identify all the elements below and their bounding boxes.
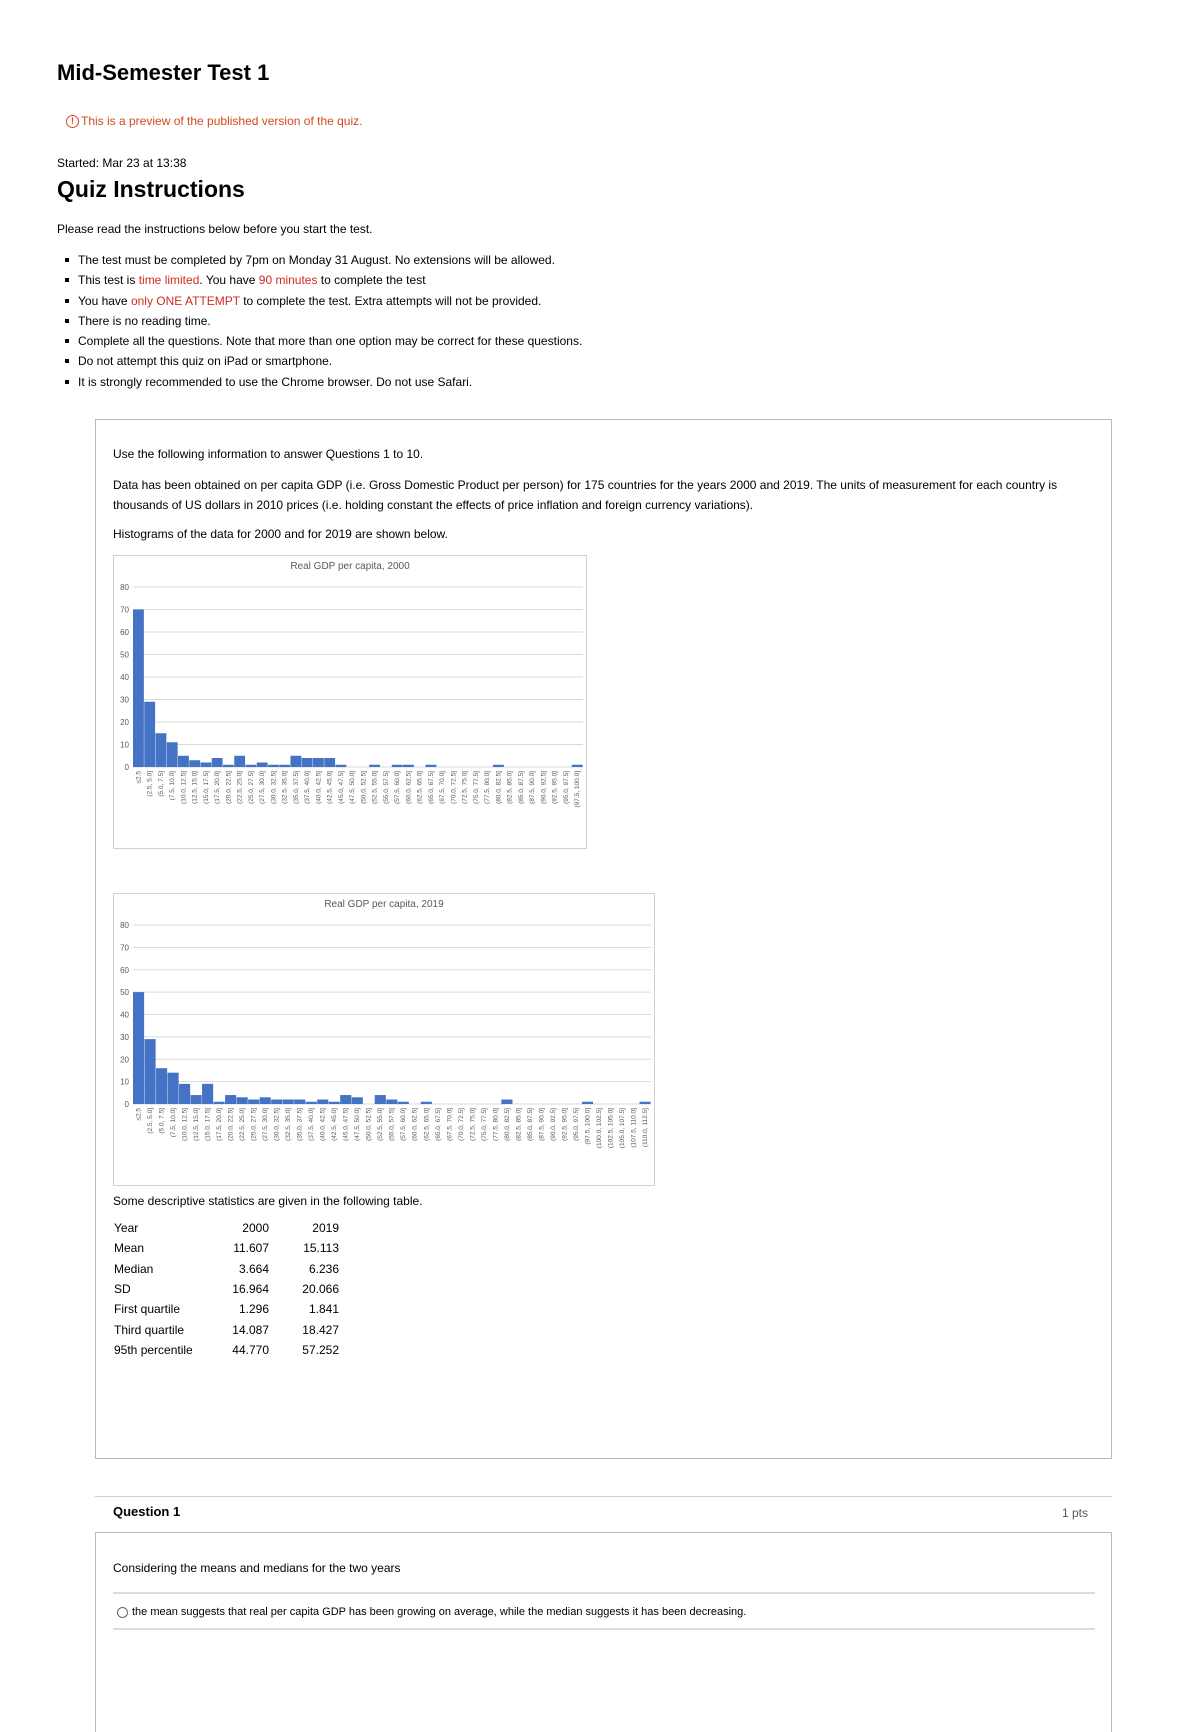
histogram-2000 <box>113 555 587 849</box>
instruction-item: Do not attempt this quiz on iPad or smartphone. <box>63 351 582 371</box>
preview-notice <box>66 114 362 128</box>
table-cell: 1.841 <box>308 1302 339 1317</box>
x-tick-label: (82.5, 85.0] <box>506 771 514 804</box>
y-tick-label: 50 <box>120 988 129 998</box>
chart-title: Real GDP per capita, 2019 <box>324 899 444 910</box>
x-tick-label: (35.0, 37.5] <box>292 771 300 804</box>
x-tick-label: (52.5, 55.0] <box>371 771 379 804</box>
x-tick-label: (12.5, 15.0] <box>193 1108 201 1141</box>
option-divider <box>113 1628 1095 1630</box>
histogram-bar <box>279 765 290 767</box>
x-tick-label: (50.0, 52.5] <box>360 771 368 804</box>
histogram-bar <box>214 1102 225 1104</box>
x-tick-label: (7.5, 10.0] <box>170 1108 178 1138</box>
preview-notice-text: This is a preview of the published version of the quiz. <box>81 114 363 128</box>
histogram-bar <box>324 758 335 767</box>
histogram-bar <box>403 765 414 767</box>
x-tick-label: (90.0, 92.5] <box>540 771 548 804</box>
histogram-bar <box>313 758 324 767</box>
table-cell: Third quartile <box>114 1322 185 1337</box>
x-tick-label: (47.5, 50.0] <box>349 771 357 804</box>
table-row <box>110 1319 343 1339</box>
x-tick-label: (75.0, 77.5] <box>480 1108 488 1141</box>
x-tick-label: (60.0, 62.5] <box>405 771 413 804</box>
table-cell: SD <box>114 1282 131 1297</box>
y-tick-label: 30 <box>120 1032 129 1042</box>
x-tick-label: (20.0, 22.5] <box>227 1108 235 1141</box>
instruction-item: There is no reading time. <box>63 311 582 331</box>
table-cell: 16.964 <box>232 1282 269 1297</box>
histogram-bar <box>283 1100 294 1104</box>
x-tick-label: ≤2.5 <box>135 771 143 784</box>
histogram-bar <box>145 1039 156 1104</box>
histogram-bar <box>234 756 245 767</box>
option-divider <box>113 1592 1095 1594</box>
x-tick-label: (12.5, 15.0] <box>191 771 199 804</box>
table-row <box>110 1259 343 1279</box>
histogram-bar <box>179 1084 190 1104</box>
table-cell: 15.113 <box>303 1241 339 1256</box>
x-tick-label: (30.0, 32.5] <box>270 771 278 804</box>
x-tick-label: (40.0, 42.5] <box>315 771 323 804</box>
x-tick-label: (110.0, 112.5] <box>641 1108 649 1148</box>
x-tick-label: (55.0, 57.5] <box>388 1108 396 1141</box>
x-tick-label: (100.0, 102.5] <box>595 1108 603 1149</box>
x-tick-label: (70.0, 72.5] <box>457 1108 465 1141</box>
histogram-bar <box>168 1073 179 1104</box>
histogram-2000-svg <box>113 555 587 849</box>
y-tick-label: 50 <box>120 650 129 660</box>
x-tick-label: (72.5, 75.0] <box>469 1108 477 1141</box>
x-tick-label: (60.0, 62.5] <box>411 1108 419 1141</box>
histogram-bar <box>248 1100 259 1104</box>
x-tick-label: (2.5, 5.0] <box>146 1108 154 1134</box>
x-tick-label: (42.5, 45.0] <box>331 1108 339 1141</box>
table-cell: 1.296 <box>238 1302 269 1317</box>
highlight-duration: 90 minutes <box>258 273 318 288</box>
x-tick-label: (75.0, 77.5] <box>472 771 480 804</box>
x-tick-label: (45.0, 47.5] <box>337 771 345 804</box>
x-tick-label: (77.5, 80.0] <box>492 1108 500 1141</box>
x-tick-label: (70.0, 72.5] <box>450 771 458 804</box>
highlight-time-limited: time limited <box>138 273 200 288</box>
x-tick-label: (45.0, 47.5] <box>342 1108 350 1141</box>
x-tick-label: (27.5, 30.0] <box>262 1108 270 1141</box>
x-tick-label: (92.5, 95.0] <box>551 771 559 804</box>
x-tick-label: (85.0, 87.5] <box>517 771 525 804</box>
y-tick-label: 60 <box>120 628 129 637</box>
histogram-bar <box>271 1100 282 1104</box>
histogram-2019-svg <box>113 893 655 1186</box>
x-tick-label: (27.5, 30.0] <box>259 771 267 804</box>
histogram-2019 <box>113 893 655 1186</box>
x-tick-label: (17.5, 20.0] <box>216 1108 224 1141</box>
x-tick-label: (37.5, 40.0] <box>308 1108 316 1141</box>
x-tick-label: (57.5, 60.0] <box>394 771 402 804</box>
x-tick-label: (32.5, 35.0] <box>281 771 289 804</box>
histogram-bar <box>375 1095 386 1104</box>
x-tick-label: (22.5, 25.0] <box>236 771 244 804</box>
histogram-bar <box>386 1100 397 1104</box>
chart-title: Real GDP per capita, 2000 <box>290 561 410 572</box>
x-tick-label: (32.5, 35.0] <box>285 1108 293 1141</box>
table-header-cell: 2019 <box>312 1221 339 1236</box>
x-tick-label: (22.5, 25.0] <box>239 1108 247 1141</box>
x-tick-label: (102.5, 105.0] <box>607 1108 615 1149</box>
histogram-bar <box>178 756 189 767</box>
histogram-bar <box>501 1100 512 1104</box>
x-tick-label: (87.5, 90.0] <box>538 1108 546 1141</box>
histogram-bar <box>212 758 223 767</box>
histogram-bar <box>426 765 437 767</box>
instruction-item: This test is time limited. You have 90 minutes to complete the test <box>63 270 582 290</box>
y-tick-label: 10 <box>120 740 129 750</box>
x-tick-label: (20.0, 22.5] <box>225 771 233 804</box>
table-cell: Mean <box>114 1241 145 1256</box>
y-tick-label: 40 <box>120 1010 129 1020</box>
x-tick-label: (62.5, 65.0] <box>423 1108 431 1141</box>
x-tick-label: (80.0, 82.5] <box>495 771 503 804</box>
x-tick-label: (37.5, 40.0] <box>304 771 312 804</box>
question-divider <box>95 1496 1112 1497</box>
radio-button[interactable] <box>117 1607 128 1618</box>
x-tick-label: (7.5, 10.0] <box>169 771 177 801</box>
histogram-bar <box>582 1102 593 1104</box>
instruction-item: The test must be completed by 7pm on Monday 31 August. No extensions will be allowed. <box>63 250 582 270</box>
table-cell: 20.066 <box>302 1282 339 1297</box>
x-tick-label: (80.0, 82.5] <box>503 1108 511 1141</box>
x-tick-label: (90.0, 92.5] <box>549 1108 557 1141</box>
table-cell: 95th percentile <box>114 1342 193 1357</box>
histogram-bar <box>294 1100 305 1104</box>
x-tick-label: (10.0, 12.5] <box>180 771 188 804</box>
histogram-bar <box>189 760 200 767</box>
histogram-bar <box>223 765 234 767</box>
y-tick-label: 0 <box>124 763 129 772</box>
histogram-bar <box>291 756 302 767</box>
x-tick-label: (97.5, 100.0] <box>584 1108 592 1145</box>
instructions-list <box>63 250 582 392</box>
quiz-instructions-heading: Quiz Instructions <box>57 176 245 202</box>
x-tick-label: (95.0, 97.5] <box>562 771 570 804</box>
instruction-item: It is strongly recommended to use the Chrome browser. Do not use Safari. <box>63 372 582 392</box>
y-tick-label: 30 <box>120 695 129 705</box>
instructions-intro: Please read the instructions below before you start the test. <box>57 222 373 236</box>
x-tick-label: (15.0, 17.5] <box>204 1108 212 1141</box>
histogram-bar <box>369 765 380 767</box>
histogram-bar <box>340 1095 351 1104</box>
question-title: Question 1 <box>113 1504 181 1519</box>
table-row <box>110 1279 343 1299</box>
started-timestamp: Started: Mar 23 at 13:38 <box>57 156 187 170</box>
x-tick-label: (25.0, 27.5] <box>247 771 255 804</box>
histogram-bar <box>246 765 257 767</box>
histogram-bar <box>336 765 347 767</box>
y-tick-label: 20 <box>120 1055 129 1065</box>
x-tick-label: (35.0, 37.5] <box>296 1108 304 1141</box>
histogram-bar <box>302 758 313 767</box>
y-tick-label: 20 <box>120 718 129 727</box>
x-tick-label: (40.0, 42.5] <box>319 1108 327 1141</box>
instruction-item: You have only ONE ATTEMPT to complete the test. Extra attempts will not be provided. <box>63 291 582 311</box>
table-cell: Median <box>114 1261 154 1276</box>
histogram-bar <box>225 1095 236 1104</box>
x-tick-label: (2.5, 5.0] <box>146 771 154 797</box>
table-header-row <box>110 1218 343 1238</box>
warning-icon: ! <box>66 115 79 128</box>
table-cell: 44.770 <box>232 1342 269 1357</box>
x-tick-label: (107.5, 110.0] <box>630 1108 638 1148</box>
answer-option-label: the mean suggests that real per capita GDP has been growing on average, while the median suggests it has been decreasing. <box>132 1606 747 1618</box>
x-tick-label: (92.5, 95.0] <box>561 1108 569 1141</box>
y-tick-label: 70 <box>120 605 129 615</box>
histogram-bar <box>317 1100 328 1104</box>
y-tick-label: 80 <box>120 921 129 930</box>
table-row <box>110 1238 343 1258</box>
table-header-cell: 2000 <box>242 1221 269 1236</box>
x-tick-label: (5.0, 7.5] <box>157 771 165 797</box>
table-cell: 3.664 <box>238 1261 269 1276</box>
highlight-one-attempt: only ONE ATTEMPT <box>130 293 240 308</box>
descriptive-stats-table <box>110 1218 343 1360</box>
histogram-bar <box>421 1102 432 1104</box>
histogram-bar <box>156 733 167 767</box>
y-tick-label: 10 <box>120 1077 129 1087</box>
page-title: Mid-Semester Test 1 <box>57 60 270 85</box>
histogram-bar <box>268 765 279 767</box>
instruction-item: Complete all the questions. Note that more than one option may be correct for these questions. <box>63 331 582 351</box>
histogram-bar <box>202 1084 213 1104</box>
y-tick-label: 40 <box>120 673 129 682</box>
x-tick-label: (105.0, 107.5] <box>618 1108 626 1149</box>
table-row <box>110 1299 343 1319</box>
x-tick-label: (65.0, 67.5] <box>427 771 435 804</box>
y-tick-label: 80 <box>120 583 129 592</box>
x-tick-label: ≤2.5 <box>135 1108 143 1121</box>
histogram-bar <box>352 1097 363 1104</box>
histogram-bar <box>392 765 403 767</box>
histogram-bar <box>156 1068 167 1104</box>
x-tick-label: (50.0, 52.5] <box>365 1108 373 1141</box>
x-tick-label: (87.5, 90.0] <box>529 771 537 804</box>
x-tick-label: (10.0, 12.5] <box>181 1108 189 1141</box>
table-header-cell: Year <box>114 1221 139 1236</box>
x-tick-label: (25.0, 27.5] <box>250 1108 258 1141</box>
x-tick-label: (17.5, 20.0] <box>214 771 222 804</box>
x-tick-label: (47.5, 50.0] <box>354 1108 362 1141</box>
x-tick-label: (97.5, 100.0] <box>574 771 582 808</box>
y-tick-label: 70 <box>120 943 129 953</box>
x-tick-label: (67.5, 70.0] <box>446 1108 454 1141</box>
x-tick-label: (30.0, 32.5] <box>273 1108 281 1141</box>
y-tick-label: 60 <box>120 965 129 975</box>
histogram-bar <box>201 763 212 768</box>
histogram-bar <box>237 1097 248 1104</box>
x-tick-label: (95.0, 97.5] <box>572 1108 580 1141</box>
histogram-bar <box>167 742 178 767</box>
x-tick-label: (82.5, 85.0] <box>515 1108 523 1141</box>
table-cell: 6.236 <box>308 1261 339 1276</box>
histogram-bar <box>493 765 504 767</box>
x-tick-label: (85.0, 87.5] <box>526 1108 534 1141</box>
histogram-bar <box>191 1095 202 1104</box>
histogram-bar <box>144 702 155 767</box>
table-cell: 14.087 <box>232 1322 269 1337</box>
table-row <box>110 1340 343 1360</box>
table-cell: 11.607 <box>233 1241 269 1256</box>
table-cell: First quartile <box>114 1302 181 1317</box>
x-tick-label: (62.5, 65.0] <box>416 771 424 804</box>
x-tick-label: (67.5, 70.0] <box>439 771 447 804</box>
stats-intro: Some descriptive statistics are given in the following table. <box>113 1194 423 1208</box>
histogram-bar <box>398 1102 409 1104</box>
x-tick-label: (15.0, 17.5] <box>202 771 210 804</box>
question-text: Considering the means and medians for the two years <box>113 1561 401 1575</box>
histogram-bar <box>639 1102 650 1104</box>
x-tick-label: (57.5, 60.0] <box>400 1108 408 1141</box>
y-tick-label: 0 <box>124 1100 129 1109</box>
histogram-bar <box>306 1102 317 1104</box>
x-tick-label: (72.5, 75.0] <box>461 771 469 804</box>
info-lead: Use the following information to answer Questions 1 to 10. <box>113 447 424 461</box>
histogram-bar <box>257 763 268 768</box>
histogram-bar <box>572 765 583 767</box>
answer-option[interactable] <box>117 1606 746 1618</box>
question-points: 1 pts <box>1062 1506 1089 1520</box>
info-paragraph: Data has been obtained on per capita GDP (i.e. Gross Domestic Product per person) for 175 countries for the years 2000 and 2019. The units of measurement for each country is thousands of US dollars in 2010 prices (i.e. holding constant the effects of price inflation and foreign currency variations). <box>113 478 1058 512</box>
info-histograms-text: Histograms of the data for 2000 and for 2019 are shown below. <box>113 527 448 541</box>
table-cell: 57.252 <box>302 1342 339 1357</box>
x-tick-label: (52.5, 55.0] <box>377 1108 385 1141</box>
histogram-bar <box>133 610 144 768</box>
histogram-bar <box>260 1097 271 1104</box>
histogram-bar <box>133 992 144 1104</box>
x-tick-label: (65.0, 67.5] <box>434 1108 442 1141</box>
x-tick-label: (55.0, 57.5] <box>382 771 390 804</box>
x-tick-label: (5.0, 7.5] <box>158 1108 166 1134</box>
histogram-bar <box>329 1102 340 1104</box>
x-tick-label: (77.5, 80.0] <box>484 771 492 804</box>
table-cell: 18.427 <box>302 1322 339 1337</box>
x-tick-label: (42.5, 45.0] <box>326 771 334 804</box>
